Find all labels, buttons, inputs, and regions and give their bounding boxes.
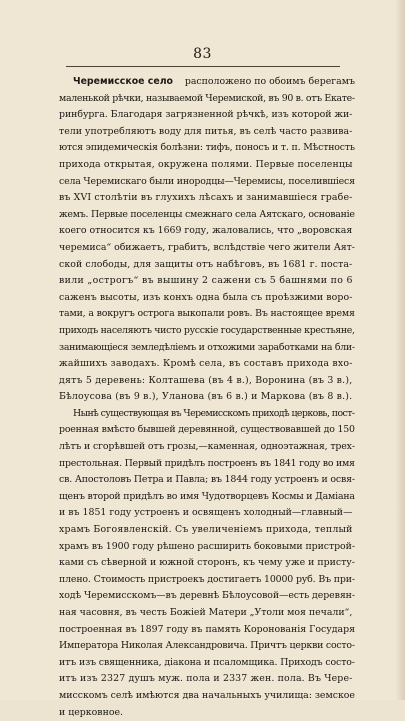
text-line: и въ 1851 году устроенъ и освященъ холодный—главный— (59, 507, 353, 519)
text-line: прихода открытая, окружена полями. Первые поселенцы (59, 158, 353, 170)
text-line: приходъ населяютъ чисто русскіе государственные крестьяне, (59, 324, 355, 336)
text-line: занимающіеся земледѣліемъ и отхожими заработками на бли- (59, 341, 355, 353)
text-line: храмъ Богоявленскій. Съ увеличеніемъ прихода, теплый (59, 524, 353, 536)
text-line: итъ изъ 2327 душъ муж. пола и 2337 жен. пола. Въ Чере- (59, 673, 353, 685)
text-line: коего относится къ 1669 году, жаловались, что „воровская (59, 225, 353, 237)
text-line: ная часовня, въ честь Божіей Матери „Утоли моя печали“, (59, 607, 353, 618)
text-line: Нынѣ существующая въ Черемисскомъ приходѣ церковь, пост- (73, 407, 355, 419)
page-number: 83 (193, 46, 212, 62)
text-line: Императора Николая Александровича. Причтъ церкви состо- (59, 640, 355, 652)
text-line: саженъ высоты, изъ конхъ одна была съ проѣзжими воро- (59, 291, 353, 303)
header-rule (66, 66, 340, 67)
text-line: жайшихъ заводахъ. Кромѣ села, въ составъ прихода вхо- (59, 358, 353, 370)
text-line: итъ изъ священника, діакона и псаломщика. Приходъ состо- (59, 656, 355, 668)
text-line: тами, а вокругъ острога выкопали ровъ. Въ настоящее время (59, 308, 355, 320)
text-line: Бѣлоусова (въ 9 в.), Уланова (въ 6 в.) и Маркова (въ 8 в.). (59, 391, 353, 403)
text-line: вили „острогъ“ въ вышину 2 сажени съ 5 башнями по 6 (59, 275, 353, 287)
text-line: расположено по обоимъ берегамъ (184, 76, 355, 87)
text-line: роенная вмѣсто бывшей деревянной, существовавшей до 150 (59, 424, 355, 436)
text-line: ской слободы, для защиты отъ набѣговъ, въ 1681 г. поста- (59, 258, 353, 270)
text-line: жемъ. Первые поселенцы смежнаго села Аятскаго, основаніе (59, 208, 355, 220)
text-line-last: и церковное. (59, 706, 124, 718)
text-line: ются эпидемическія болѣзни: тифъ, поносъ и т. п. Мѣстность (59, 142, 355, 154)
text-line: въ XVI столѣтіи въ глухихъ лѣсахъ и занимавшіеся грабе- (59, 192, 353, 204)
lead-term: Черемисское село (73, 76, 173, 87)
text-line: ходѣ Черемисскомъ—въ деревнѣ Бѣлоусовой—есть деревян- (59, 590, 355, 602)
text-line: села Черемискаго были инородцы—Черемисы, поселившіеся (59, 175, 355, 187)
text-line: храмъ въ 1900 году рѣшено расширить боковыми пристрой- (59, 540, 355, 552)
text-line: престольная. Первый придѣлъ построенъ въ 1841 году во имя (59, 457, 355, 469)
text-line: дятъ 5 деревень: Колташева (въ 4 в.), Воронина (въ 3 в.), (59, 374, 353, 386)
text-line: тели употребляютъ воду для питья, въ селѣ часто развива- (59, 125, 353, 137)
text-line: ринбурга. Благодаря загрязненной рѣчкѣ, изъ которой жи- (59, 109, 353, 121)
text-line: маленькой рѣчки, называемой Черемиской, въ 90 в. отъ Екате- (59, 92, 355, 104)
text-line: лѣтъ и сгорѣвшей отъ грозы,—каменная, одноэтажная, трех- (59, 441, 355, 453)
text-line: построенная въ 1897 году въ память Коронованія Государя (59, 623, 355, 635)
text-line: св. Апостоловъ Петра и Павла; въ 1844 году устроенъ и освя- (59, 474, 355, 486)
text-line-first (59, 74, 355, 91)
page-edge-shadow (395, 0, 405, 700)
text-line: ками съ сѣверной и южной сторонъ, къ чему уже и присту- (59, 557, 355, 569)
text-line: мисскомъ селѣ имѣются два начальныхъ училища: земское (59, 689, 355, 701)
text-line: плено. Стоимость пристроекъ достигаетъ 10000 руб. Въ при- (59, 573, 355, 585)
text-line: черемиса“ обижаетъ, грабитъ, вслѣдствіе чего жители Аят- (59, 241, 355, 253)
text-line: щенъ второй придѣлъ во имя Чудотворцевъ Космы и Даміана (59, 490, 355, 502)
body-text (59, 74, 355, 721)
